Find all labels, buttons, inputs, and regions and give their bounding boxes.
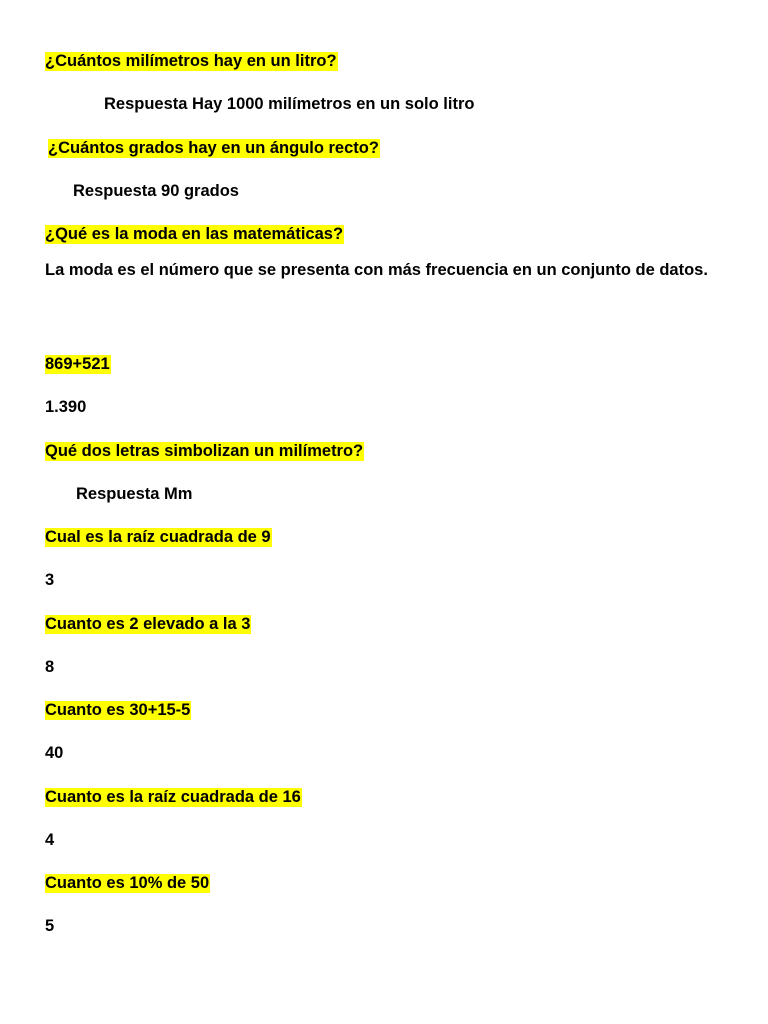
answer-10: 5 <box>45 917 55 935</box>
highlighted-text: Cuanto es la raíz cuadrada de 16 <box>45 788 301 806</box>
answer-5: Respuesta Mm <box>76 485 193 503</box>
highlighted-text: Cuanto es 30+15-5 <box>45 701 191 719</box>
answer-9: 4 <box>45 831 55 849</box>
question-6 <box>45 527 272 547</box>
answer-1: Respuesta Hay 1000 milímetros en un solo litro <box>104 95 475 113</box>
question-2 <box>48 138 380 158</box>
question-1 <box>45 51 338 71</box>
highlighted-text: Cual es la raíz cuadrada de 9 <box>45 528 271 546</box>
answer-4: 1.390 <box>45 398 87 416</box>
question-5 <box>45 441 364 461</box>
question-7 <box>45 614 251 634</box>
question-4 <box>45 354 111 374</box>
highlighted-text: Cuanto es 2 elevado a la 3 <box>45 615 251 633</box>
question-9 <box>45 787 302 807</box>
highlighted-text: Qué dos letras simbolizan un milímetro? <box>45 442 364 460</box>
highlighted-text: ¿Qué es la moda en las matemáticas? <box>45 225 344 243</box>
answer-3: La moda es el número que se presenta con más frecuencia en un conjunto de datos. <box>45 261 708 279</box>
answer-2: Respuesta 90 grados <box>73 182 239 200</box>
answer-8: 40 <box>45 744 64 762</box>
highlighted-text: 869+521 <box>45 355 110 373</box>
highlighted-text: ¿Cuántos milímetros hay en un litro? <box>45 52 337 70</box>
answer-6: 3 <box>45 571 55 589</box>
question-8 <box>45 700 191 720</box>
answer-7: 8 <box>45 658 55 676</box>
question-10 <box>45 873 210 893</box>
highlighted-text: Cuanto es 10% de 50 <box>45 874 210 892</box>
highlighted-text: ¿Cuántos grados hay en un ángulo recto? <box>48 139 379 157</box>
question-3 <box>45 224 344 244</box>
